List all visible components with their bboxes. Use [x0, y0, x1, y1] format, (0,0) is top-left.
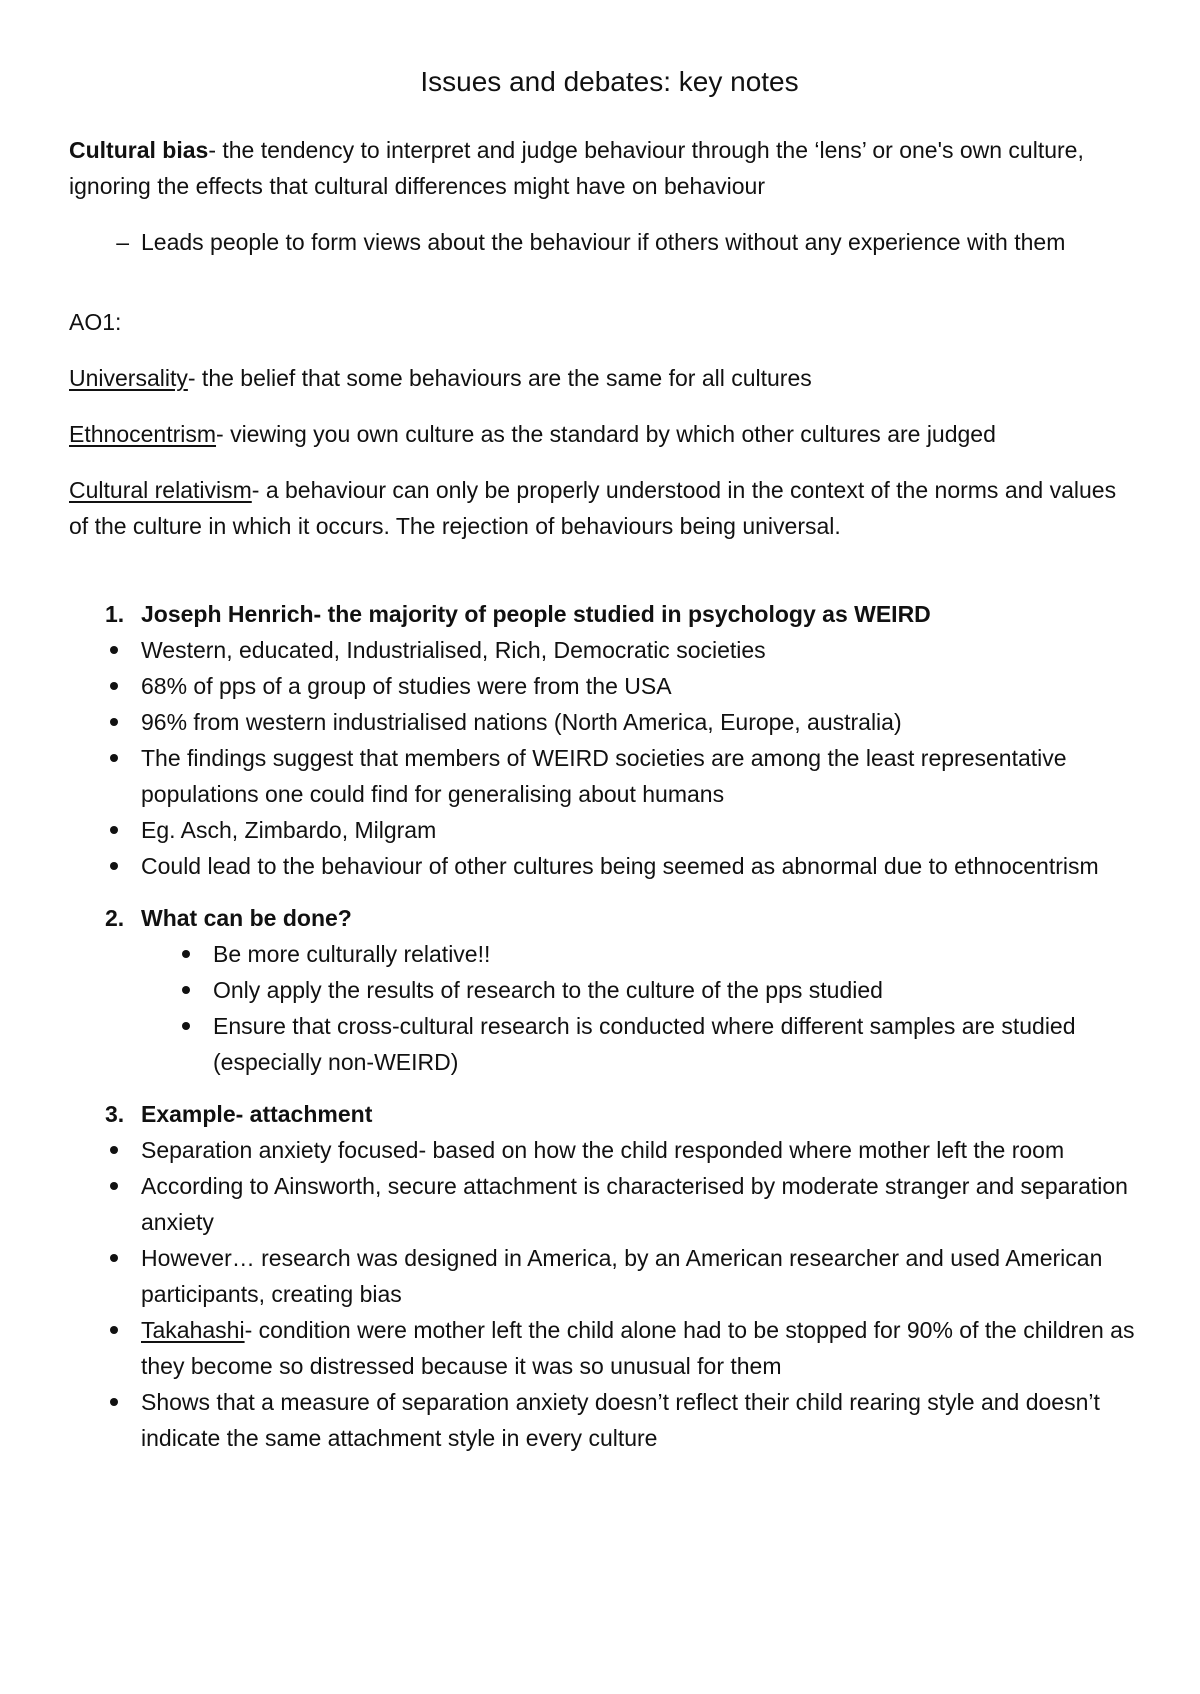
list-item-takahashi	[69, 1312, 1140, 1384]
list-item: According to Ainsworth, secure attachment is characterised by moderate stranger and separation anxiety	[69, 1168, 1140, 1240]
cultural-bias-sublist	[69, 224, 1140, 260]
cultural-bias-subpoint: – Leads people to form views about the behaviour if others without any experience with them	[69, 224, 1140, 260]
list-item: The findings suggest that members of WEIRD societies are among the least representative populations one could find for generalising about humans	[69, 740, 1140, 812]
section-what-can-be-done	[69, 900, 1140, 1080]
cultural-relativism-definition	[69, 472, 1140, 544]
ao1-label: AO1:	[69, 309, 122, 335]
section-number: 3.	[105, 1101, 125, 1127]
section-heading-text: Joseph Henrich- the majority of people studied in psychology as WEIRD	[141, 601, 931, 627]
list-item: However… research was designed in America, by an American researcher and used American participants, creating bias	[69, 1240, 1140, 1312]
cultural-bias-term: Cultural bias	[69, 137, 209, 163]
list-item: Only apply the results of research to the culture of the pps studied	[69, 972, 1140, 1008]
section-heading-text: Example- attachment	[141, 1101, 373, 1127]
section-attachment-example	[69, 1096, 1140, 1456]
section-henrich	[69, 596, 1140, 884]
universality-text: - the belief that some behaviours are the same for all cultures	[187, 365, 812, 391]
list-item: 68% of pps of a group of studies were from the USA	[69, 668, 1140, 704]
ethnocentrism-term: Ethnocentrism	[69, 421, 217, 447]
cultural-bias-text: - the tendency to interpret and judge behaviour through the ‘lens’ or one's own culture, ignoring the effects that cultural differences might have on behaviour	[69, 137, 1084, 199]
section-heading	[69, 900, 1140, 936]
list-item: Eg. Asch, Zimbardo, Milgram	[69, 812, 1140, 848]
section-heading	[69, 1096, 1140, 1132]
universality-term: Universality	[69, 365, 188, 391]
universality-definition	[69, 360, 1140, 396]
bullet-list	[69, 936, 1140, 1080]
list-item: Western, educated, Industrialised, Rich, Democratic societies	[69, 632, 1140, 668]
section-number: 2.	[105, 905, 125, 931]
list-item: Shows that a measure of separation anxiety doesn’t reflect their child rearing style and doesn’t indicate the same attachment style in every culture	[69, 1384, 1140, 1456]
section-heading	[69, 596, 1140, 632]
list-item: Separation anxiety focused- based on how the child responded where mother left the room	[69, 1132, 1140, 1168]
list-item: 96% from western industrialised nations (North America, Europe, australia)	[69, 704, 1140, 740]
ethnocentrism-text: - viewing you own culture as the standard by which other cultures are judged	[216, 421, 996, 447]
cultural-bias-definition	[69, 132, 1140, 204]
section-heading-text: What can be done?	[141, 905, 352, 931]
bullet-list	[69, 1132, 1140, 1456]
list-item: Be more culturally relative!!	[69, 936, 1140, 972]
cultural-relativism-text: - a behaviour can only be properly understood in the context of the norms and values of the culture in which it occurs. The rejection of behaviours being universal.	[69, 477, 1117, 539]
list-item: Ensure that cross-cultural research is conducted where different samples are studied (especially non-WEIRD)	[69, 1008, 1140, 1080]
cultural-relativism-term: Cultural relativism	[69, 477, 252, 503]
takahashi-text: - condition were mother left the child alone had to be stopped for 90% of the children as they become so distressed because it was so unusual for them	[141, 1317, 1135, 1379]
page-title: Issues and debates: key notes	[420, 66, 799, 97]
bullet-list	[69, 632, 1140, 884]
section-number: 1.	[105, 601, 125, 627]
ethnocentrism-definition	[69, 416, 1140, 452]
list-item: Could lead to the behaviour of other cultures being seemed as abnormal due to ethnocentrism	[69, 848, 1140, 884]
takahashi-term: Takahashi	[141, 1317, 245, 1343]
